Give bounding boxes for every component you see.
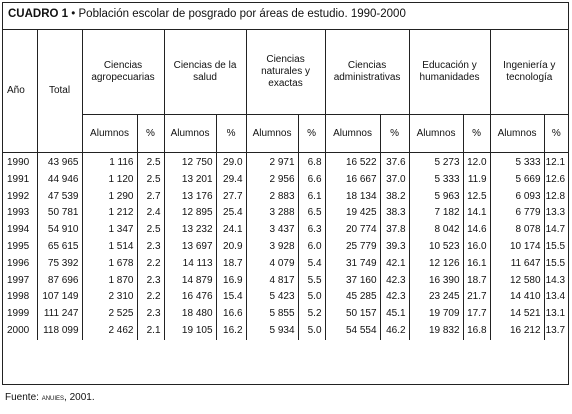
- cell-pct: 38.2: [380, 189, 409, 206]
- cell-alumnos: 5 855: [246, 306, 298, 323]
- cell-pct: 46.2: [380, 323, 409, 340]
- cell-alumnos: 6 093: [490, 189, 544, 206]
- cell-pct: 12.1: [544, 153, 568, 172]
- header-alumnos: Alumnos: [490, 115, 544, 153]
- header-pct: %: [298, 115, 325, 153]
- table-row: [3, 153, 568, 172]
- cell-alumnos: 1 120: [82, 172, 137, 189]
- cell-alumnos: 12 580: [490, 273, 544, 290]
- table-frame: [2, 2, 569, 385]
- source-org: anuies: [41, 392, 65, 402]
- cell-alumnos: 5 333: [409, 172, 463, 189]
- cell-pct: 13.7: [544, 323, 568, 340]
- cell-pct: 2.3: [137, 273, 164, 290]
- cell-alumnos: 13 201: [164, 172, 216, 189]
- cell-pct: 15.5: [544, 256, 568, 273]
- table-row: [3, 239, 568, 256]
- cell-alumnos: 2 462: [82, 323, 137, 340]
- cell-alumnos: 5 963: [409, 189, 463, 206]
- cell-alumnos: 3 928: [246, 239, 298, 256]
- header-area-naturales: Ciencias naturales y exactas: [246, 30, 325, 115]
- table-row: [3, 256, 568, 273]
- cell-pct: 42.3: [380, 289, 409, 306]
- cell-total: 47 539: [37, 189, 82, 206]
- table-row: [3, 273, 568, 290]
- cell-total: 75 392: [37, 256, 82, 273]
- cell-year: 2000: [7, 324, 30, 336]
- cell-alumnos: 5 669: [490, 172, 544, 189]
- cell-alumnos: 19 105: [164, 323, 216, 340]
- cell-alumnos: 3 288: [246, 205, 298, 222]
- cell-alumnos: 18 480: [164, 306, 216, 323]
- cell-year: 1994: [7, 224, 30, 236]
- cell-pct: 29.4: [216, 172, 246, 189]
- table-title-text: Población escolar de posgrado por áreas de estudio. 1990-2000: [78, 8, 406, 20]
- header-year: Año: [3, 30, 37, 153]
- cell-pct: 24.1: [216, 222, 246, 239]
- cell-year: 1990: [7, 157, 30, 168]
- cell-alumnos: 5 423: [246, 289, 298, 306]
- cell-pct: 2.3: [137, 306, 164, 323]
- cell-pct: 6.3: [298, 222, 325, 239]
- cell-alumnos: 5 934: [246, 323, 298, 340]
- cell-alumnos: 18 134: [325, 189, 380, 206]
- cell-pct: 13.3: [544, 205, 568, 222]
- cell-alumnos: 2 310: [82, 289, 137, 306]
- cell-pct: 14.6: [463, 222, 490, 239]
- cell-alumnos: 8 078: [490, 222, 544, 239]
- cell-year: 1995: [7, 240, 30, 252]
- table-row: [3, 172, 568, 189]
- header-area-salud: Ciencias de la salud: [164, 30, 246, 115]
- table-row: [3, 323, 568, 340]
- cell-alumnos: 3 437: [246, 222, 298, 239]
- cell-pct: 2.5: [137, 153, 164, 172]
- cell-year: 1991: [7, 173, 30, 185]
- cell-pct: 5.4: [298, 256, 325, 273]
- cell-pct: 12.0: [463, 153, 490, 172]
- cell-pct: 14.1: [463, 205, 490, 222]
- cell-alumnos: 10 523: [409, 239, 463, 256]
- data-table: [3, 30, 568, 340]
- cell-alumnos: 12 750: [164, 153, 216, 172]
- cell-pct: 13.4: [544, 289, 568, 306]
- cell-pct: 16.2: [216, 323, 246, 340]
- cell-pct: 15.4: [216, 289, 246, 306]
- cell-alumnos: 12 126: [409, 256, 463, 273]
- cell-alumnos: 45 285: [325, 289, 380, 306]
- source-year: , 2001.: [64, 392, 95, 403]
- cell-alumnos: 50 157: [325, 306, 380, 323]
- cell-alumnos: 2 525: [82, 306, 137, 323]
- cell-alumnos: 1 678: [82, 256, 137, 273]
- cell-pct: 16.6: [216, 306, 246, 323]
- cell-alumnos: 1 870: [82, 273, 137, 290]
- cell-alumnos: 10 174: [490, 239, 544, 256]
- cell-alumnos: 16 390: [409, 273, 463, 290]
- cell-alumnos: 13 697: [164, 239, 216, 256]
- header-alumnos: Alumnos: [325, 115, 380, 153]
- cell-alumnos: 4 817: [246, 273, 298, 290]
- cell-year: 1998: [7, 291, 30, 303]
- header-alumnos: Alumnos: [409, 115, 463, 153]
- cell-alumnos: 19 832: [409, 323, 463, 340]
- cell-pct: 2.5: [137, 172, 164, 189]
- table-title-label: CUADRO 1: [8, 8, 69, 20]
- cell-pct: 2.5: [137, 222, 164, 239]
- cell-total: 107 149: [37, 289, 82, 306]
- cell-pct: 17.7: [463, 306, 490, 323]
- cell-alumnos: 19 709: [409, 306, 463, 323]
- cell-alumnos: 20 774: [325, 222, 380, 239]
- cell-alumnos: 7 182: [409, 205, 463, 222]
- cell-alumnos: 13 176: [164, 189, 216, 206]
- cell-alumnos: 16 522: [325, 153, 380, 172]
- cell-total: 54 910: [37, 222, 82, 239]
- cell-year: 1997: [7, 274, 30, 286]
- cell-pct: 2.4: [137, 205, 164, 222]
- header-area-administrativas: Ciencias administrativas: [325, 30, 409, 115]
- header-pct: %: [137, 115, 164, 153]
- table-row: [3, 205, 568, 222]
- cell-pct: 6.5: [298, 205, 325, 222]
- cell-pct: 37.6: [380, 153, 409, 172]
- cell-year: 1999: [7, 308, 30, 320]
- cell-alumnos: 1 116: [82, 153, 137, 172]
- cell-pct: 14.3: [544, 273, 568, 290]
- cell-pct: 12.6: [544, 172, 568, 189]
- cell-pct: 18.7: [463, 273, 490, 290]
- cell-alumnos: 5 333: [490, 153, 544, 172]
- header-alumnos: Alumnos: [164, 115, 216, 153]
- cell-alumnos: 1 347: [82, 222, 137, 239]
- cell-total: 111 247: [37, 306, 82, 323]
- cell-pct: 18.7: [216, 256, 246, 273]
- cell-pct: 37.0: [380, 172, 409, 189]
- cell-year: 1993: [7, 207, 30, 219]
- cell-pct: 12.8: [544, 189, 568, 206]
- cell-pct: 16.8: [463, 323, 490, 340]
- cell-alumnos: 12 895: [164, 205, 216, 222]
- cell-alumnos: 6 779: [490, 205, 544, 222]
- cell-pct: 15.5: [544, 239, 568, 256]
- cell-pct: 42.1: [380, 256, 409, 273]
- cell-total: 118 099: [37, 323, 82, 340]
- cell-pct: 38.3: [380, 205, 409, 222]
- table-title: [3, 3, 568, 30]
- header-area-ingenieria: Ingeniería y tecnología: [490, 30, 568, 115]
- header-area-educacion: Educación y humanidades: [409, 30, 490, 115]
- cell-alumnos: 14 879: [164, 273, 216, 290]
- cell-pct: 12.5: [463, 189, 490, 206]
- source-label: Fuente:: [5, 392, 39, 403]
- cell-alumnos: 2 883: [246, 189, 298, 206]
- cell-total: 50 781: [37, 205, 82, 222]
- header-pct: %: [216, 115, 246, 153]
- cell-pct: 27.7: [216, 189, 246, 206]
- title-bullet: •: [71, 8, 76, 20]
- cell-alumnos: 4 079: [246, 256, 298, 273]
- cell-pct: 16.1: [463, 256, 490, 273]
- cell-total: 44 946: [37, 172, 82, 189]
- cell-pct: 2.2: [137, 289, 164, 306]
- cell-alumnos: 1 290: [82, 189, 137, 206]
- cell-alumnos: 16 667: [325, 172, 380, 189]
- cell-pct: 16.9: [216, 273, 246, 290]
- header-alumnos: Alumnos: [82, 115, 137, 153]
- cell-pct: 16.0: [463, 239, 490, 256]
- cell-alumnos: 14 113: [164, 256, 216, 273]
- cell-pct: 6.8: [298, 153, 325, 172]
- cell-total: 43 965: [37, 153, 82, 172]
- cell-alumnos: 1 212: [82, 205, 137, 222]
- cell-alumnos: 23 245: [409, 289, 463, 306]
- cell-pct: 21.7: [463, 289, 490, 306]
- table-row: [3, 306, 568, 323]
- cell-pct: 6.6: [298, 172, 325, 189]
- cell-pct: 6.1: [298, 189, 325, 206]
- header-total: Total: [37, 30, 82, 153]
- cell-pct: 29.0: [216, 153, 246, 172]
- cell-alumnos: 14 521: [490, 306, 544, 323]
- cell-alumnos: 54 554: [325, 323, 380, 340]
- cell-alumnos: 11 647: [490, 256, 544, 273]
- cell-alumnos: 25 779: [325, 239, 380, 256]
- cell-alumnos: 14 410: [490, 289, 544, 306]
- cell-pct: 11.9: [463, 172, 490, 189]
- cell-alumnos: 37 160: [325, 273, 380, 290]
- cell-alumnos: 19 425: [325, 205, 380, 222]
- cell-pct: 5.5: [298, 273, 325, 290]
- cell-alumnos: 13 232: [164, 222, 216, 239]
- cell-pct: 20.9: [216, 239, 246, 256]
- cell-alumnos: 2 956: [246, 172, 298, 189]
- cell-total: 65 615: [37, 239, 82, 256]
- cell-pct: 5.2: [298, 306, 325, 323]
- cell-pct: 5.0: [298, 289, 325, 306]
- cell-pct: 39.3: [380, 239, 409, 256]
- cell-pct: 25.4: [216, 205, 246, 222]
- cell-alumnos: 1 514: [82, 239, 137, 256]
- table-row: [3, 189, 568, 206]
- cell-alumnos: 16 212: [490, 323, 544, 340]
- cell-pct: 2.7: [137, 189, 164, 206]
- cell-alumnos: 5 273: [409, 153, 463, 172]
- cell-pct: 2.2: [137, 256, 164, 273]
- cell-year: 1992: [7, 190, 30, 202]
- cell-pct: 6.0: [298, 239, 325, 256]
- cell-pct: 2.1: [137, 323, 164, 340]
- cell-pct: 5.0: [298, 323, 325, 340]
- cell-pct: 2.3: [137, 239, 164, 256]
- header-pct: %: [380, 115, 409, 153]
- header-pct: %: [463, 115, 490, 153]
- cell-total: 87 696: [37, 273, 82, 290]
- cell-year: 1996: [7, 257, 30, 269]
- cell-pct: 14.7: [544, 222, 568, 239]
- table-row: [3, 289, 568, 306]
- source-note: [5, 392, 95, 403]
- cell-pct: 37.8: [380, 222, 409, 239]
- table-row: [3, 222, 568, 239]
- cell-pct: 42.3: [380, 273, 409, 290]
- cell-alumnos: 2 971: [246, 153, 298, 172]
- header-alumnos: Alumnos: [246, 115, 298, 153]
- cell-alumnos: 31 749: [325, 256, 380, 273]
- cell-pct: 13.1: [544, 306, 568, 323]
- header-pct: %: [544, 115, 568, 153]
- cell-pct: 45.1: [380, 306, 409, 323]
- header-area-agropecuarias: Ciencias agropecuarias: [82, 30, 164, 115]
- cell-alumnos: 8 042: [409, 222, 463, 239]
- cell-alumnos: 16 476: [164, 289, 216, 306]
